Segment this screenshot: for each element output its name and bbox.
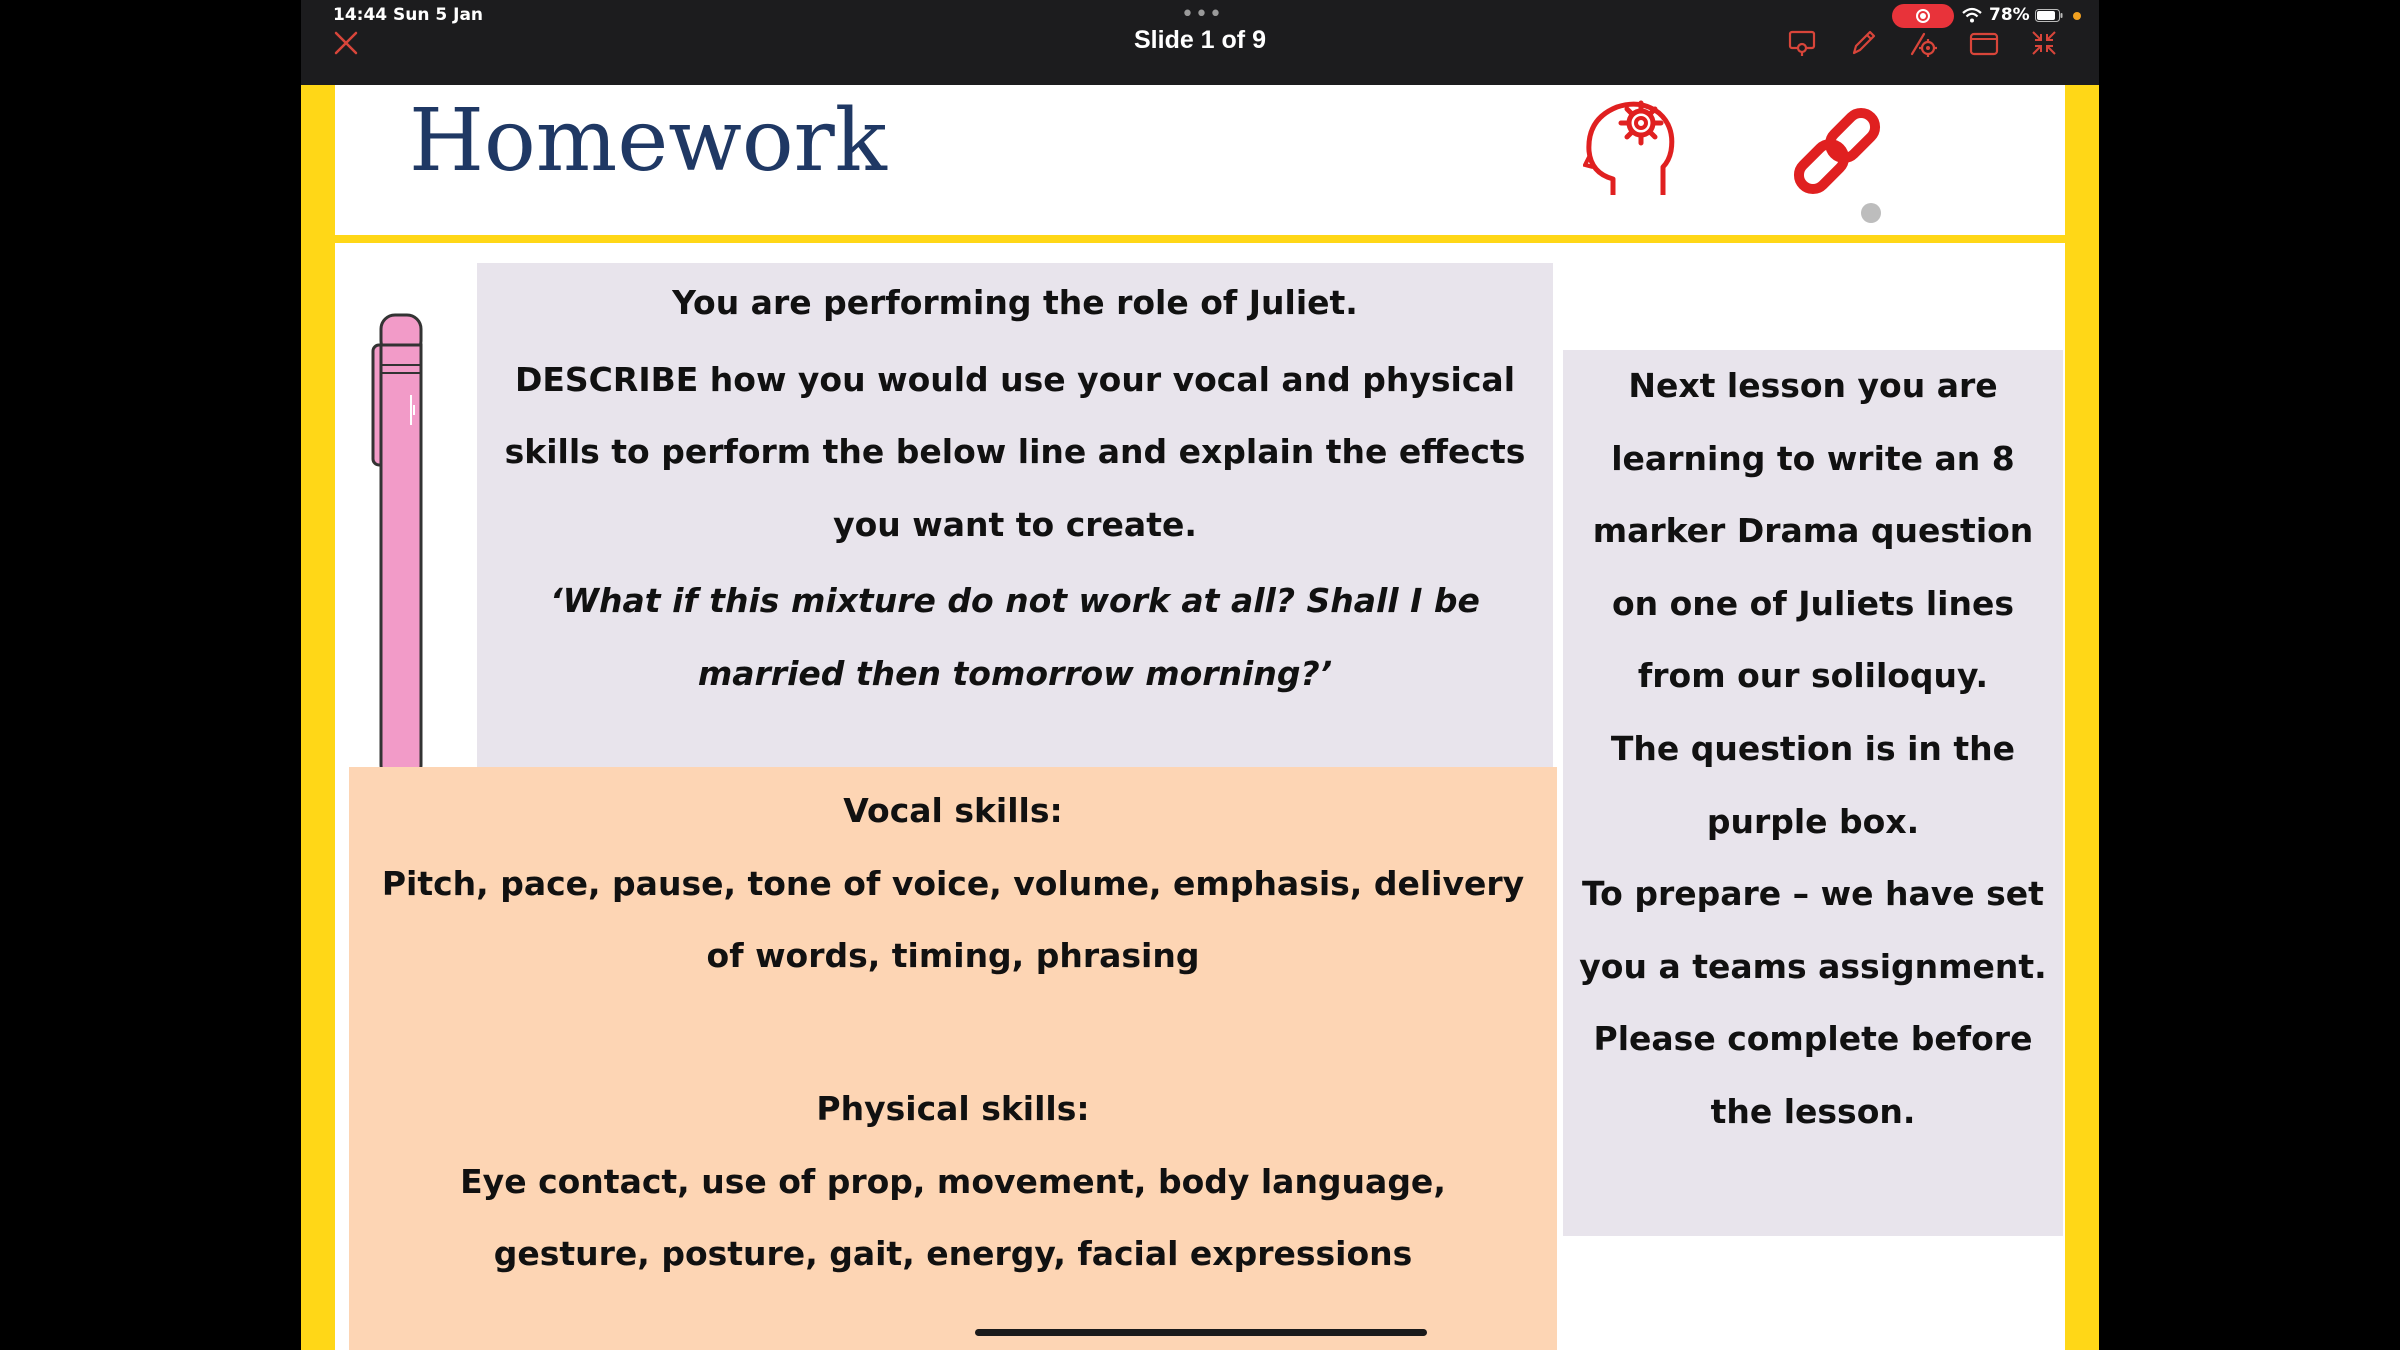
skills-box	[349, 767, 1557, 1350]
task-quote: ‘What if this mixture do not work at all? Shall I be married then tomorrow morning?’	[550, 581, 1480, 693]
status-time: 14:44	[333, 5, 388, 25]
wifi-icon	[1962, 7, 1982, 23]
slide-counter: Slide 1 of 9	[1134, 26, 1266, 54]
vocal-skills-heading: Vocal skills:	[843, 791, 1063, 830]
physical-skills-heading: Physical skills:	[816, 1089, 1090, 1128]
next-lesson-box	[1563, 350, 2063, 1236]
pen-icon[interactable]	[1846, 26, 1880, 60]
title-divider	[335, 235, 2065, 243]
task-instruction: DESCRIBE how you would use your vocal and physical skills to perform the below line and explain the effects you want to create.	[504, 359, 1526, 544]
task-box	[477, 263, 1553, 771]
home-indicator[interactable]	[975, 1329, 1427, 1336]
physical-skills-list: Eye contact, use of prop, movement, body language, gesture, posture, gait, energy, facial expressions	[460, 1161, 1446, 1273]
window-icon[interactable]	[1967, 26, 2001, 60]
status-date: Sun 5 Jan	[393, 5, 484, 25]
battery-icon	[2035, 9, 2063, 22]
next-lesson-text: Next lesson you are learning to write an 8 marker Drama question on one of Juliets lines from our soliloquy.	[1592, 366, 2034, 696]
slide-settings-icon[interactable]	[1906, 26, 1940, 60]
screen-recording-indicator[interactable]	[1892, 4, 1954, 28]
slide-title: Homework	[409, 91, 887, 191]
brain-gear-icon	[1583, 95, 1677, 199]
presentation-toolbar	[301, 0, 2099, 85]
multitasking-dots-icon[interactable]: •••	[1181, 2, 1223, 27]
purple-box-note: The question is in the purple box.	[1610, 728, 2016, 841]
chain-link-icon[interactable]	[1787, 101, 1887, 201]
privacy-indicator-dot	[2073, 12, 2081, 20]
slide-canvas[interactable]	[301, 85, 2099, 1350]
laser-pointer-dot	[1861, 203, 1881, 223]
vocal-skills-list: Pitch, pace, pause, tone of voice, volume, emphasis, delivery of words, timing, phrasing	[381, 863, 1525, 975]
assignment-note: To prepare – we have set you a teams assignment. Please complete before the lesson.	[1579, 874, 2047, 1131]
battery-percentage: 78%	[1989, 5, 2030, 25]
present-screen-icon[interactable]	[1785, 26, 1819, 60]
task-intro: You are performing the role of Juliet.	[672, 283, 1358, 322]
collapse-icon[interactable]	[2027, 26, 2061, 60]
